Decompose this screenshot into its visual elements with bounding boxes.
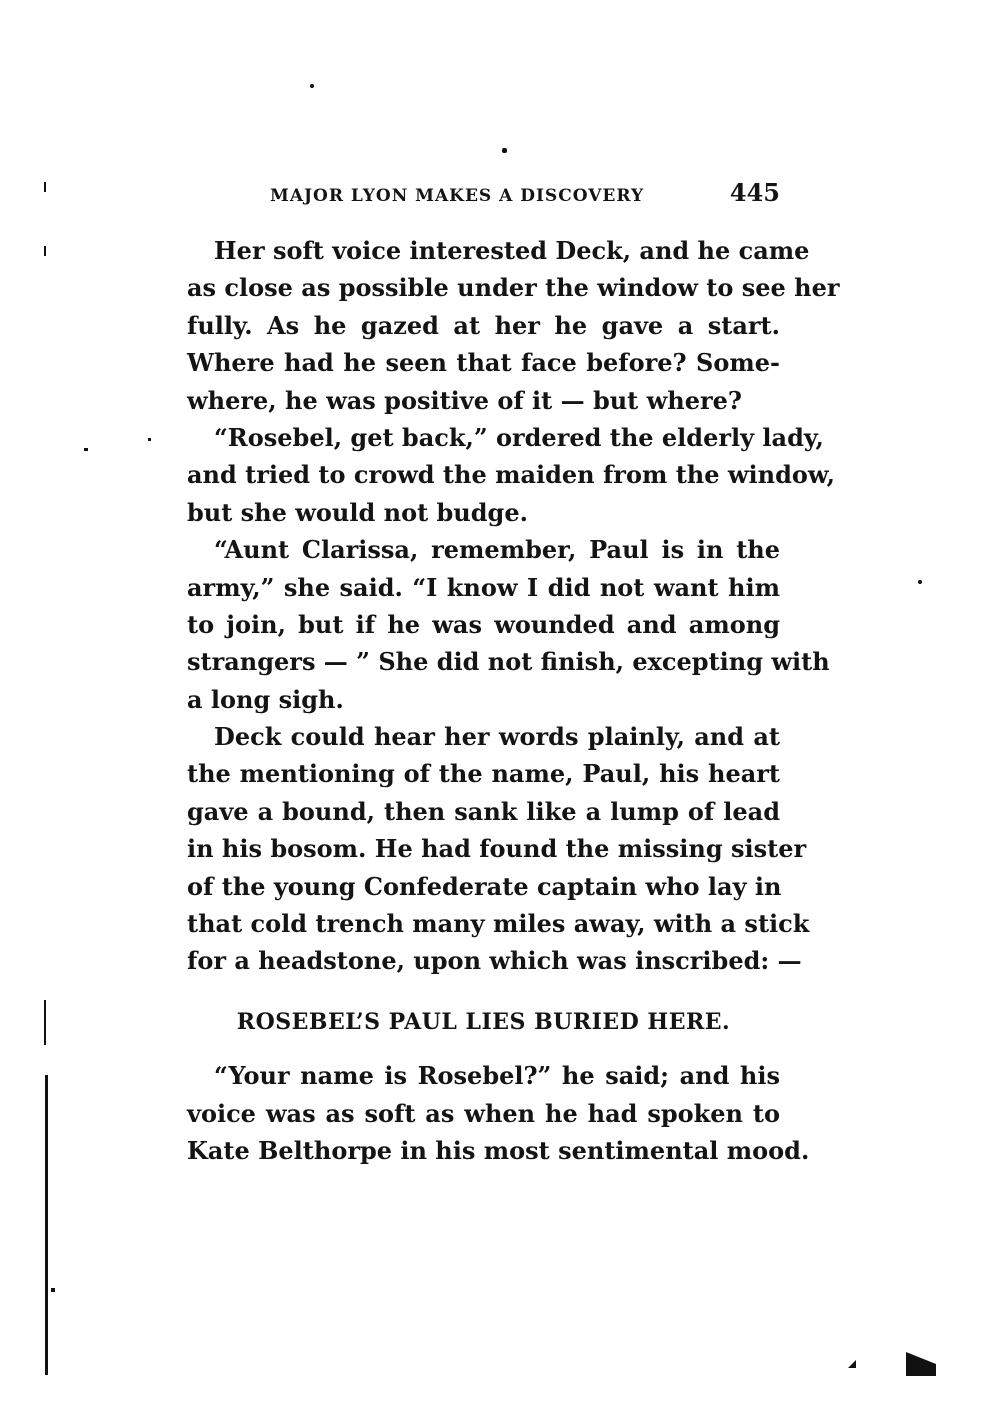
- page-header: [270, 178, 780, 212]
- scan-dot: [148, 438, 151, 441]
- scan-dot: [918, 580, 922, 584]
- paragraph: [187, 531, 830, 718]
- page-number: 445: [729, 178, 780, 207]
- scan-dot: [51, 1288, 55, 1292]
- scan-dot: [44, 182, 46, 192]
- scan-dot: [502, 148, 507, 153]
- scan-dot: [44, 246, 46, 256]
- paragraph: [187, 232, 840, 419]
- text-line: Where had he seen that face before? Some-: [187, 348, 780, 378]
- text-line: for a headstone, upon which was inscribed: —: [187, 946, 802, 976]
- scan-corner-mark: [906, 1352, 936, 1376]
- page-body: [187, 232, 840, 1169]
- text-line: that cold trench many miles away, with a stick: [187, 909, 810, 939]
- text-line: “Rosebel, get back,” ordered the elderly lady,: [214, 422, 824, 452]
- scan-corner-mark: [848, 1360, 856, 1368]
- text-line: as close as possible under the window to see her: [187, 273, 840, 303]
- text-line: Her soft voice interested Deck, and he came: [214, 236, 810, 265]
- text-line: of the young Confederate captain who lay in: [187, 871, 782, 901]
- page-edge-line: [44, 1000, 46, 1045]
- paragraph: [187, 718, 810, 980]
- text-line: to join, but if he was wounded and among: [187, 609, 780, 639]
- text-line: Kate Belthorpe in his most sentimental mood.: [187, 1135, 810, 1165]
- text-line: in his bosom. He had found the missing sister: [187, 834, 807, 864]
- text-line: strangers — ” She did not finish, excepting with: [187, 647, 830, 677]
- text-line: fully. As he gazed at her he gave a start.: [187, 310, 780, 340]
- page-edge-line: [45, 1075, 48, 1375]
- text-line: where, he was positive of it — but where?: [187, 385, 742, 415]
- text-line: and tried to crowd the maiden from the window,: [187, 460, 835, 490]
- paragraph: [187, 1057, 810, 1169]
- text-line: “Aunt Clarissa, remember, Paul is in the: [214, 535, 780, 565]
- text-line: but she would not budge.: [187, 497, 528, 527]
- text-line: the mentioning of the name, Paul, his heart: [187, 759, 780, 789]
- text-line: gave a bound, then sank like a lump of lead: [187, 796, 780, 826]
- paragraph: [187, 419, 835, 531]
- scan-dot: [310, 84, 314, 88]
- text-line: Deck could hear her words plainly, and at: [214, 722, 780, 752]
- scan-dot: [84, 448, 88, 451]
- headstone-inscription: ROSEBEL’S PAUL LIES BURIED HERE.: [236, 1008, 731, 1035]
- text-line: army,” she said. “I know I did not want him: [187, 572, 780, 602]
- text-line: voice was as soft as when he had spoken to: [187, 1098, 780, 1128]
- text-line: a long sigh.: [187, 684, 344, 714]
- running-title: MAJOR LYON MAKES A DISCOVERY: [270, 186, 645, 206]
- text-line: “Your name is Rosebel?” he said; and his: [214, 1061, 780, 1091]
